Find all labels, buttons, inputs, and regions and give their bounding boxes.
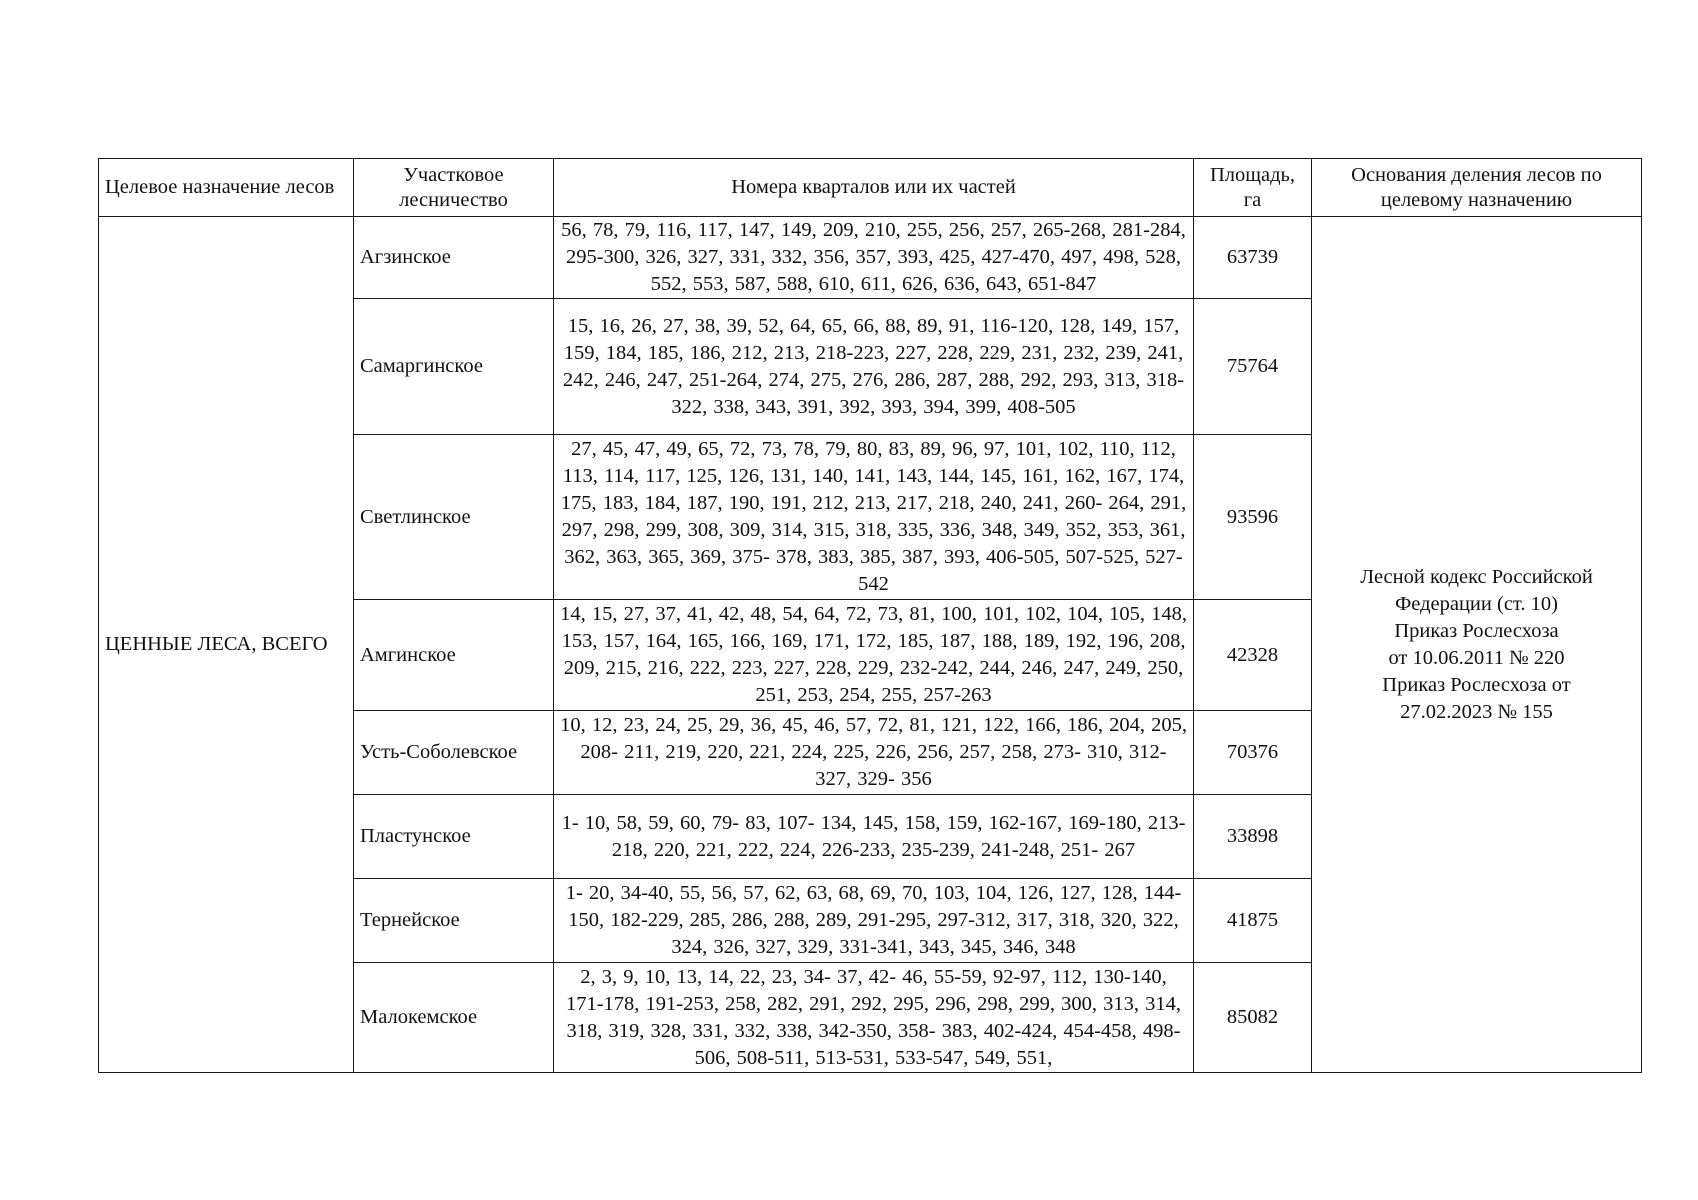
quarters-cell: 1- 10, 58, 59, 60, 79- 83, 107- 134, 145, 158, 159, 162-167, 169-180, 213- 218, 220, 221, 222, 224, 226-233, 235-239, 241-248, 251- 267 — [554, 795, 1194, 879]
header-area: Площадь, га — [1194, 159, 1312, 217]
header-purpose: Целевое назначение лесов — [99, 159, 354, 217]
area-cell: 33898 — [1194, 795, 1312, 879]
district-cell: Пластунское — [354, 795, 554, 879]
quarters-cell: 14, 15, 27, 37, 41, 42, 48, 54, 64, 72, 73, 81, 100, 101, 102, 104, 105, 148, 153, 157, 164, 165, 166, 169, 171, 172, 185, 187, 188, 189, 192, 196, 208, 209, 215, 216, 222, 223, 227, 228, 229, 232-242, 244, 246, 247, 249, 250, 251, 253, 254, 255, 257-263 — [554, 600, 1194, 711]
district-cell: Тернейское — [354, 879, 554, 963]
quarters-cell: 10, 12, 23, 24, 25, 29, 36, 45, 46, 57, 72, 81, 121, 122, 166, 186, 204, 205, 208- 211, 219, 220, 221, 224, 225, 226, 256, 257, 258, 273- 310, 312- 327, 329- 356 — [554, 711, 1194, 795]
basis-line: Лесной кодекс Российской — [1360, 565, 1593, 588]
basis-line: от 10.06.2011 № 220 — [1388, 646, 1565, 669]
basis-line: Приказ Рослесхоза — [1394, 619, 1559, 642]
basis-cell — [1312, 217, 1642, 1073]
area-cell: 70376 — [1194, 711, 1312, 795]
area-cell: 85082 — [1194, 963, 1312, 1073]
basis-line: Федерации (ст. 10) — [1395, 592, 1558, 615]
area-cell: 41875 — [1194, 879, 1312, 963]
forest-purpose-table — [98, 158, 1642, 1073]
quarters-cell: 2, 3, 9, 10, 13, 14, 22, 23, 34- 37, 42- 46, 55-59, 92-97, 112, 130-140, 171-178, 191-253, 258, 282, 291, 292, 295, 296, 298, 299, 300, 313, 314, 318, 319, 328, 331, 332, 338, 342-350, 358- 383, 402-424, 454-458, 498- 506, 508-511, 513-531, 533-547, 549, 551, — [554, 963, 1194, 1073]
basis-line: Приказ Рослесхоза от — [1382, 673, 1571, 696]
table-row — [99, 217, 1642, 299]
header-basis: Основания деления лесов по целевому назначению — [1312, 159, 1642, 217]
category-cell: ЦЕННЫЕ ЛЕСА, ВСЕГО — [99, 217, 354, 1073]
area-cell: 63739 — [1194, 217, 1312, 299]
district-cell: Светлинское — [354, 435, 554, 600]
header-quarters: Номера кварталов или их частей — [554, 159, 1194, 217]
quarters-cell: 1- 20, 34-40, 55, 56, 57, 62, 63, 68, 69, 70, 103, 104, 126, 127, 128, 144-150, 182-229, 285, 286, 288, 289, 291-295, 297-312, 317, 318, 320, 322, 324, 326, 327, 329, 331-341, 343, 345, 346, 348 — [554, 879, 1194, 963]
basis-line: 27.02.2023 № 155 — [1400, 700, 1553, 723]
quarters-cell: 27, 45, 47, 49, 65, 72, 73, 78, 79, 80, 83, 89, 96, 97, 101, 102, 110, 112, 113, 114, 117, 125, 126, 131, 140, 141, 143, 144, 145, 161, 162, 167, 174, 175, 183, 184, 187, 190, 191, 212, 213, 217, 218, 240, 241, 260- 264, 291, 297, 298, 299, 308, 309, 314, 315, 318, 335, 336, 348, 349, 352, 353, 361, 362, 363, 365, 369, 375- 378, 383, 385, 387, 393, 406-505, 507-525, 527-542 — [554, 435, 1194, 600]
table-header-row — [99, 159, 1642, 217]
area-cell: 42328 — [1194, 600, 1312, 711]
district-cell: Самаргинское — [354, 299, 554, 435]
quarters-cell: 56, 78, 79, 116, 117, 147, 149, 209, 210, 255, 256, 257, 265-268, 281-284, 295-300, 326, 327, 331, 332, 356, 357, 393, 425, 427-470, 497, 498, 528, 552, 553, 587, 588, 610, 611, 626, 636, 643, 651-847 — [554, 217, 1194, 299]
district-cell: Амгинское — [354, 600, 554, 711]
area-cell: 75764 — [1194, 299, 1312, 435]
header-district: Участковое лесничество — [354, 159, 554, 217]
district-cell: Агзинское — [354, 217, 554, 299]
district-cell: Малокемское — [354, 963, 554, 1073]
district-cell: Усть-Соболевское — [354, 711, 554, 795]
area-cell: 93596 — [1194, 435, 1312, 600]
quarters-cell: 15, 16, 26, 27, 38, 39, 52, 64, 65, 66, 88, 89, 91, 116-120, 128, 149, 157, 159, 184, 185, 186, 212, 213, 218-223, 227, 228, 229, 231, 232, 239, 241, 242, 246, 247, 251-264, 274, 275, 276, 286, 287, 288, 292, 293, 313, 318- 322, 338, 343, 391, 392, 393, 394, 399, 408-505 — [554, 299, 1194, 435]
